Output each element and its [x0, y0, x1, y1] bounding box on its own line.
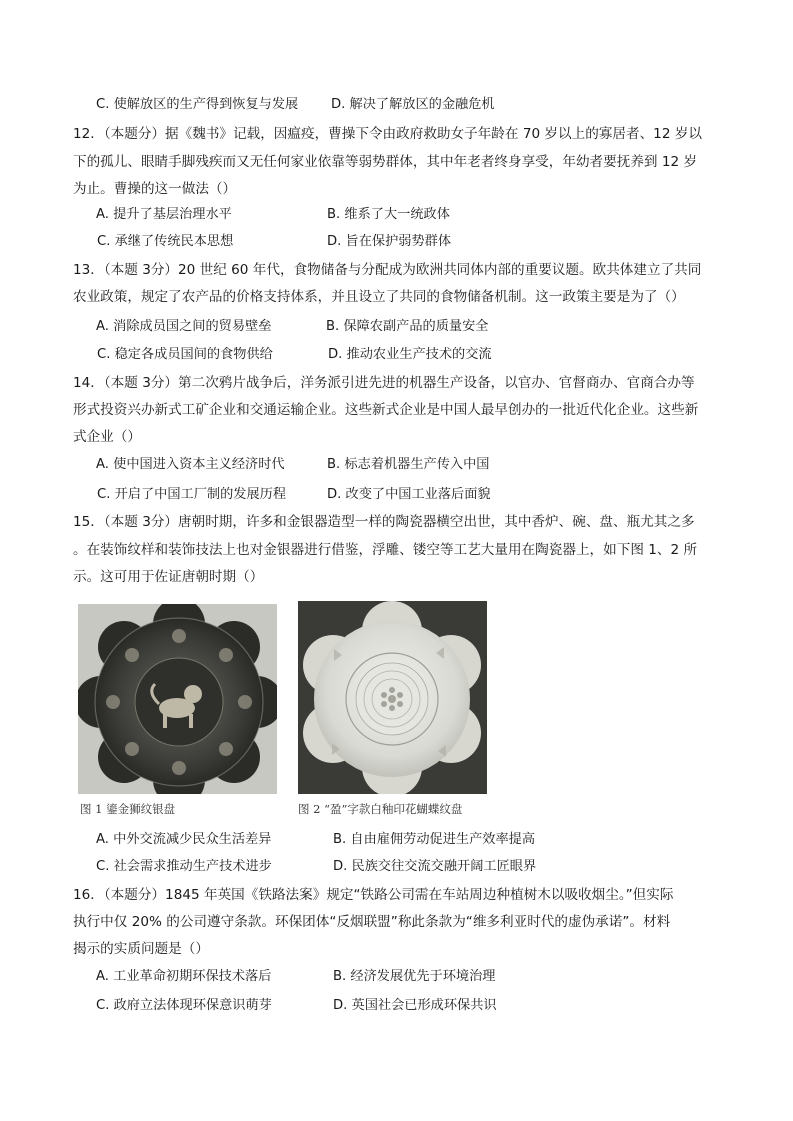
q13-stem-line-2: 农业政策，规定了农产品的价格支持体系，并且设立了共同的食物储备机制。这一政策主要是为了（） [73, 289, 685, 305]
q15-option-a[interactable]: A. 中外交流减少民众生活差异 [96, 832, 272, 847]
white-plate-image [298, 601, 487, 794]
q15-option-b[interactable]: B. 自由雇佣劳动促进生产效率提高 [333, 832, 536, 847]
q12-option-d[interactable]: D. 旨在保护弱势群体 [327, 234, 452, 249]
figure-1-caption: 图 1 鎏金狮纹银盘 [80, 802, 176, 816]
silver-plate-image [78, 604, 277, 794]
q14-stem-line-2: 形式投资兴办新式工矿企业和交通运输企业。这些新式企业是中国人最早创办的一批近代化企业。这些新 [73, 402, 699, 418]
q14-option-a[interactable]: A. 使中国进入资本主义经济时代 [96, 457, 285, 472]
q16-stem-line-1: 16．（本题分）1845 年英国《铁路法案》规定“铁路公司需在车站周边种植树木以吸收烟尘。”但实际 [73, 887, 674, 903]
q16-option-c[interactable]: C. 政府立法体现环保意识萌芽 [96, 998, 272, 1013]
q13-option-c[interactable]: C. 稳定各成员国间的食物供给 [97, 347, 273, 362]
q12-stem-line-3: 为止。曹操的这一做法（） [73, 181, 237, 197]
q16-stem-line-3: 揭示的实质问题是（） [73, 941, 209, 957]
q14-option-c[interactable]: C. 开启了中国工厂制的发展历程 [97, 487, 287, 502]
figure-2-white-glazed-butterfly-plate [298, 601, 487, 794]
q12-option-b[interactable]: B. 维系了大一统政体 [327, 207, 450, 222]
q16-option-b[interactable]: B. 经济发展优先于环境治理 [333, 969, 496, 984]
q15-stem-line-3: 示。这可用于佐证唐朝时期（） [73, 569, 264, 585]
q12-option-a[interactable]: A. 提升了基层治理水平 [96, 207, 232, 222]
q12-option-c[interactable]: C. 承继了传统民本思想 [97, 234, 234, 249]
q16-option-d[interactable]: D. 英国社会已形成环保共识 [333, 998, 497, 1013]
q16-stem-line-2: 执行中仅 20% 的公司遵守条款。环保团体“反烟联盟”称此条款为“维多利亚时代的虚伪承诺”。材料 [73, 914, 671, 930]
q15-stem-line-2: 。在装饰纹样和装饰技法上也对金银器进行借鉴，浮雕、镂空等工艺大量用在陶瓷器上，如下图 1、2 所 [73, 542, 698, 558]
q13-option-a[interactable]: A. 消除成员国之间的贸易壁垒 [96, 319, 272, 334]
q13-option-d[interactable]: D. 推动农业生产技术的交流 [328, 347, 492, 362]
q15-stem-line-1: 15．（本题 3分）唐朝时期，许多和金银器造型一样的陶瓷器横空出世，其中香炉、碗、盘、瓶尤其之多 [73, 514, 695, 530]
q11-option-d[interactable]: D. 解决了解放区的金融危机 [331, 97, 495, 112]
q13-stem-line-1: 13．（本题 3分）20 世纪 60 年代，食物储备与分配成为欧洲共同体内部的重要议题。欧共体建立了共同 [73, 262, 702, 278]
q14-stem-line-3: 式企业（） [73, 429, 141, 445]
q16-option-a[interactable]: A. 工业革命初期环保技术落后 [96, 969, 272, 984]
q12-stem-line-1: 12．（本题分）据《魏书》记载，因瘟疫，曹操下令由政府救助女子年龄在 70 岁以上的寡居者、12 岁以 [73, 126, 702, 142]
q15-option-d[interactable]: D. 民族交往交流交融开阔工匠眼界 [333, 859, 537, 874]
q15-option-c[interactable]: C. 社会需求推动生产技术进步 [96, 859, 272, 874]
q11-option-c[interactable]: C. 使解放区的生产得到恢复与发展 [96, 97, 299, 112]
q14-stem-line-1: 14．（本题 3分）第二次鸦片战争后，洋务派引进先进的机器生产设备，以官办、官督商办、官商合办等 [73, 375, 695, 391]
q12-stem-line-2: 下的孤儿、眼睛手脚残疾而又无任何家业依靠等弱势群体，其中年老者终身享受，年幼者要抚养到 12 岁 [73, 154, 698, 170]
q13-option-b[interactable]: B. 保障农副产品的质量安全 [326, 319, 489, 334]
figure-2-caption: 图 2 “盈”字款白釉印花蝴蝶纹盘 [298, 802, 463, 816]
q14-option-b[interactable]: B. 标志着机器生产传入中国 [327, 457, 490, 472]
figure-1-gilt-lion-silver-plate [78, 604, 277, 794]
q14-option-d[interactable]: D. 改变了中国工业落后面貌 [327, 487, 491, 502]
